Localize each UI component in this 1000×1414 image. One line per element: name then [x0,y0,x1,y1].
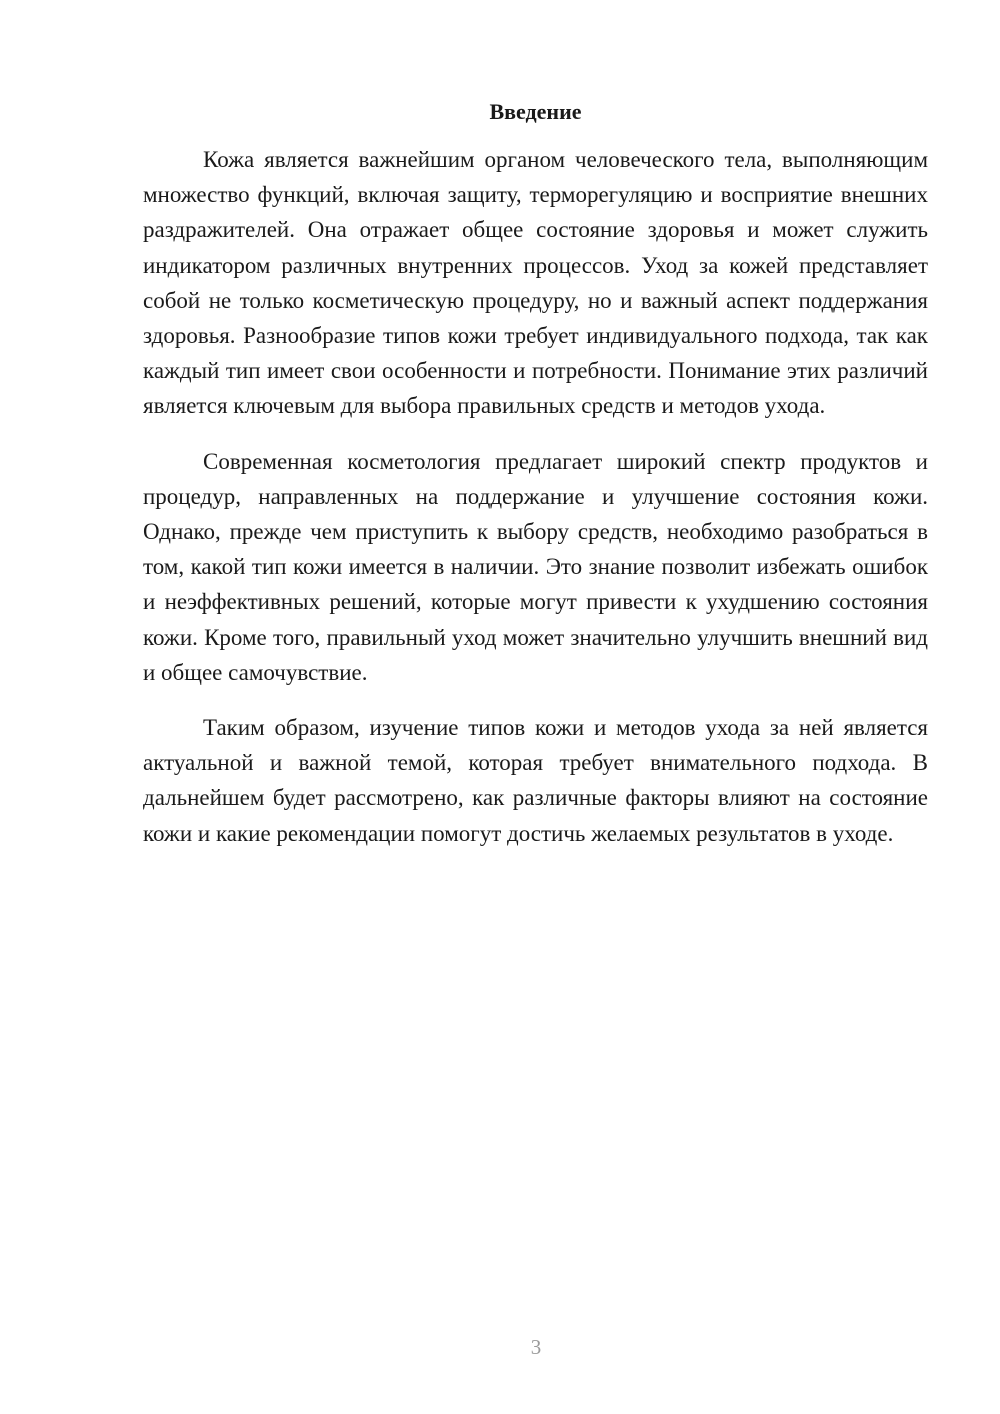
paragraph-3: Таким образом, изучение типов кожи и методов ухода за ней является актуальной и важной темой, которая требует внимательного подхода. В дальнейшем будет рассмотрено, как различные факторы влияют на состояние кожи и какие рекомендации помогут достичь желаемых результатов в уходе. [143,715,928,846]
page-number: 3 [530,1335,542,1359]
paragraph-2: Современная косметология предлагает широкий спектр продуктов и процедур, направленных на поддержание и улучшение состояния кожи. Однако, прежде чем приступить к выбору средств, необходимо разобраться в том, какой тип кожи имеется в наличии. Это знание позволит избежать ошибок и неэффективных решений, которые могут привести к ухудшению состояния кожи. Кроме того, правильный уход может значительно улучшить внешний вид и общее самочувствие. [143,448,928,685]
section-title: Введение [489,99,582,124]
body-text [143,142,928,871]
paragraph-1: Кожа является важнейшим органом человеческого тела, выполняющим множество функций, включая защиту, терморегуляцию и восприятие внешних раздражителей. Она отражает общее состояние здоровья и может служить индикатором различных внутренних процессов. Уход за кожей представляет собой не только косметическую процедуру, но и важный аспект поддержания здоровья. Разнообразие типов кожи требует индивидуального подхода, так как каждый тип имеет свои особенности и потребности. Понимание этих различий является ключевым для выбора правильных средств и методов ухода. [143,147,928,419]
